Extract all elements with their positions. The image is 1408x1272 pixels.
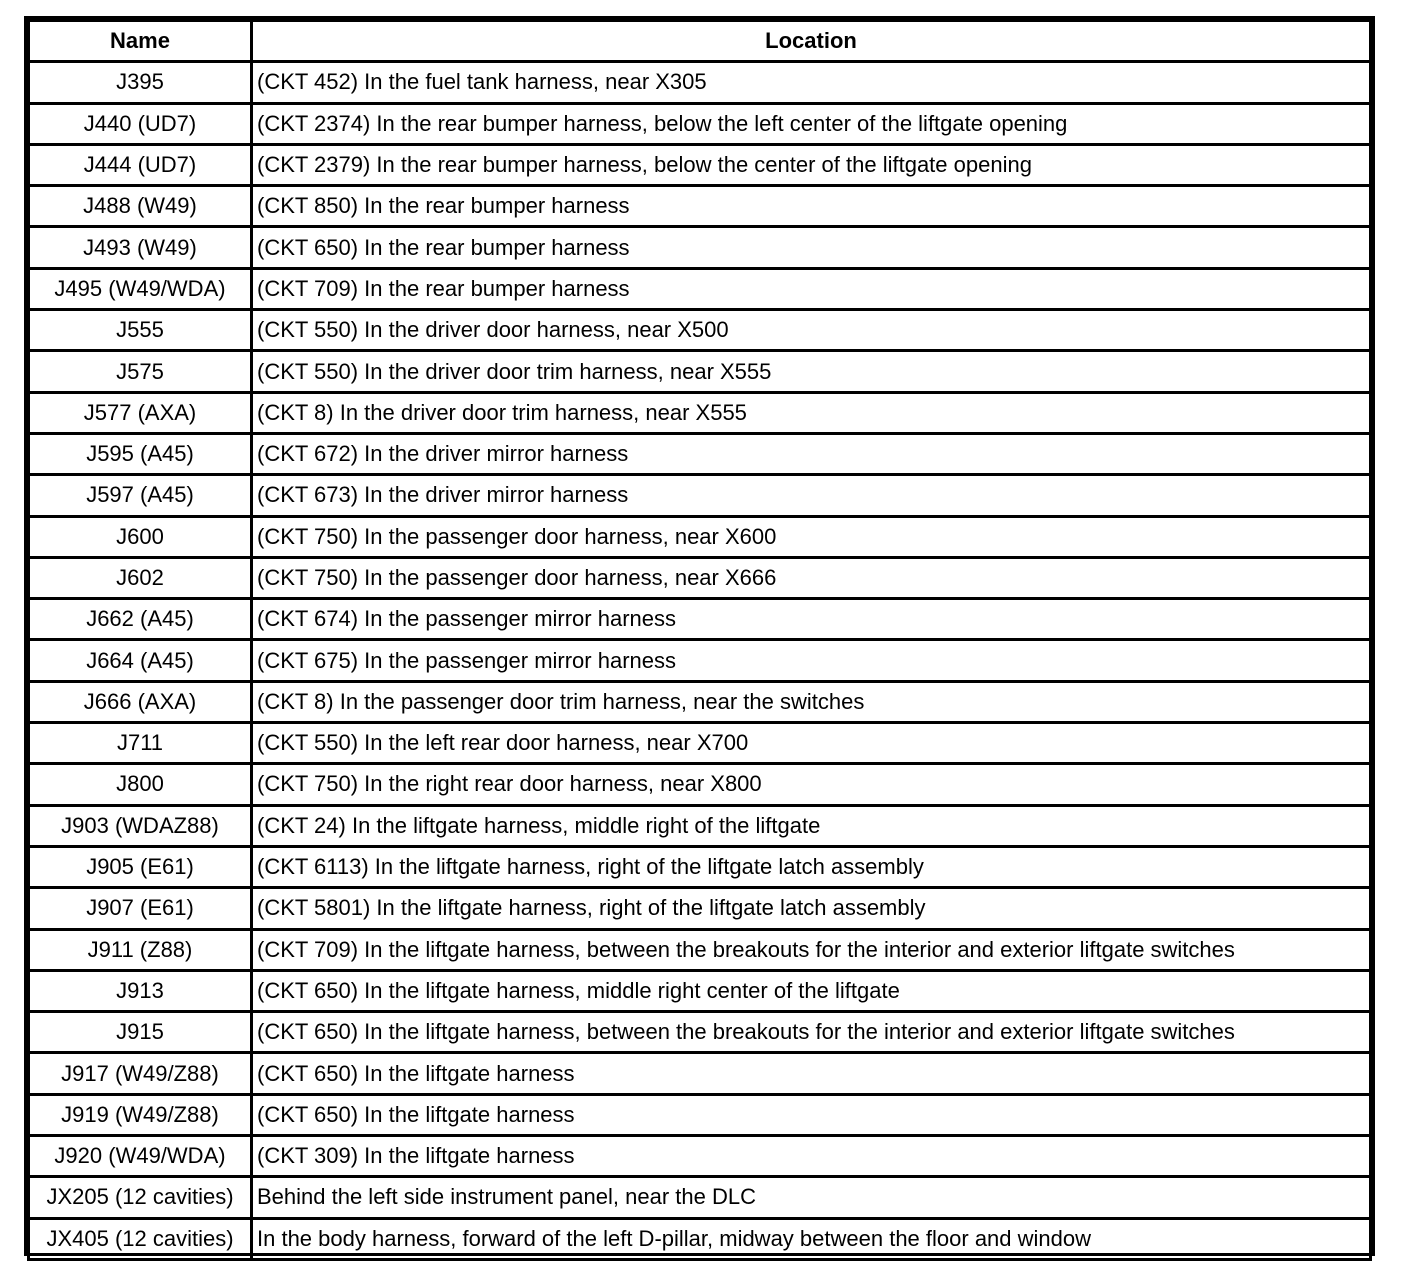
table-row bbox=[29, 929, 1371, 970]
splice-location-cell: (CKT 2374) In the rear bumper harness, below the left center of the liftgate opening bbox=[252, 103, 1371, 144]
table-row bbox=[29, 557, 1371, 598]
splice-name-cell: J555 bbox=[29, 310, 252, 351]
table-row bbox=[29, 475, 1371, 516]
table-row bbox=[29, 640, 1371, 681]
splice-name-cell: JX205 (12 cavities) bbox=[29, 1177, 252, 1218]
table-body bbox=[29, 62, 1371, 1260]
splice-name-cell: J602 bbox=[29, 557, 252, 598]
table-row bbox=[29, 1136, 1371, 1177]
table-row bbox=[29, 1012, 1371, 1053]
splice-location-cell: (CKT 2379) In the rear bumper harness, below the center of the liftgate opening bbox=[252, 144, 1371, 185]
table-row bbox=[29, 186, 1371, 227]
splice-location-cell: (CKT 672) In the driver mirror harness bbox=[252, 433, 1371, 474]
splice-location-cell: (CKT 5801) In the liftgate harness, right of the liftgate latch assembly bbox=[252, 888, 1371, 929]
splice-name-cell: J440 (UD7) bbox=[29, 103, 252, 144]
splice-location-cell: (CKT 8) In the driver door trim harness, near X555 bbox=[252, 392, 1371, 433]
splice-table bbox=[27, 19, 1372, 1261]
splice-location-cell: In the body harness, forward of the left D-pillar, midway between the floor and window bbox=[252, 1218, 1371, 1259]
splice-location-cell: (CKT 675) In the passenger mirror harness bbox=[252, 640, 1371, 681]
table-row bbox=[29, 392, 1371, 433]
splice-location-cell: (CKT 750) In the right rear door harness, near X800 bbox=[252, 764, 1371, 805]
splice-name-cell: J711 bbox=[29, 723, 252, 764]
splice-name-cell: JX405 (12 cavities) bbox=[29, 1218, 252, 1259]
table-row bbox=[29, 351, 1371, 392]
table-row bbox=[29, 764, 1371, 805]
splice-name-cell: J595 (A45) bbox=[29, 433, 252, 474]
table-row bbox=[29, 805, 1371, 846]
splice-location-cell: (CKT 750) In the passenger door harness, near X666 bbox=[252, 557, 1371, 598]
splice-location-cell: (CKT 750) In the passenger door harness, near X600 bbox=[252, 516, 1371, 557]
splice-name-cell: J575 bbox=[29, 351, 252, 392]
splice-location-cell: (CKT 850) In the rear bumper harness bbox=[252, 186, 1371, 227]
header-row bbox=[29, 21, 1371, 62]
table-row bbox=[29, 888, 1371, 929]
splice-location-cell: (CKT 674) In the passenger mirror harness bbox=[252, 599, 1371, 640]
table-row bbox=[29, 433, 1371, 474]
table-row bbox=[29, 310, 1371, 351]
splice-location-cell: (CKT 650) In the liftgate harness bbox=[252, 1094, 1371, 1135]
table-row bbox=[29, 144, 1371, 185]
table-row bbox=[29, 1094, 1371, 1135]
splice-location-cell: (CKT 550) In the left rear door harness, near X700 bbox=[252, 723, 1371, 764]
splice-name-cell: J920 (W49/WDA) bbox=[29, 1136, 252, 1177]
table-row bbox=[29, 1218, 1371, 1259]
splice-location-cell: (CKT 8) In the passenger door trim harness, near the switches bbox=[252, 681, 1371, 722]
table-row bbox=[29, 599, 1371, 640]
splice-location-cell: (CKT 673) In the driver mirror harness bbox=[252, 475, 1371, 516]
splice-name-cell: J666 (AXA) bbox=[29, 681, 252, 722]
splice-name-cell: J915 bbox=[29, 1012, 252, 1053]
splice-name-cell: J662 (A45) bbox=[29, 599, 252, 640]
splice-location-cell: (CKT 650) In the liftgate harness, between the breakouts for the interior and exterior liftgate switches bbox=[252, 1012, 1371, 1053]
table-row bbox=[29, 62, 1371, 103]
splice-location-cell: (CKT 24) In the liftgate harness, middle right of the liftgate bbox=[252, 805, 1371, 846]
table-row bbox=[29, 516, 1371, 557]
splice-name-cell: J919 (W49/Z88) bbox=[29, 1094, 252, 1135]
splice-location-cell: (CKT 709) In the liftgate harness, between the breakouts for the interior and exterior liftgate switches bbox=[252, 929, 1371, 970]
splice-name-cell: J800 bbox=[29, 764, 252, 805]
splice-name-cell: J600 bbox=[29, 516, 252, 557]
splice-name-cell: J577 (AXA) bbox=[29, 392, 252, 433]
table-row bbox=[29, 681, 1371, 722]
splice-location-cell: (CKT 550) In the driver door trim harness, near X555 bbox=[252, 351, 1371, 392]
splice-name-cell: J597 (A45) bbox=[29, 475, 252, 516]
splice-name-cell: J911 (Z88) bbox=[29, 929, 252, 970]
table-row bbox=[29, 846, 1371, 887]
splice-name-cell: J444 (UD7) bbox=[29, 144, 252, 185]
splice-name-cell: J905 (E61) bbox=[29, 846, 252, 887]
splice-name-cell: J395 bbox=[29, 62, 252, 103]
table-row bbox=[29, 970, 1371, 1011]
table-row bbox=[29, 103, 1371, 144]
table-row bbox=[29, 1053, 1371, 1094]
splice-name-cell: J664 (A45) bbox=[29, 640, 252, 681]
splice-location-cell: (CKT 650) In the rear bumper harness bbox=[252, 227, 1371, 268]
splice-location-cell: (CKT 6113) In the liftgate harness, right of the liftgate latch assembly bbox=[252, 846, 1371, 887]
splice-name-cell: J495 (W49/WDA) bbox=[29, 268, 252, 309]
splice-location-cell: (CKT 650) In the liftgate harness bbox=[252, 1053, 1371, 1094]
splice-name-cell: J917 (W49/Z88) bbox=[29, 1053, 252, 1094]
table-row bbox=[29, 723, 1371, 764]
splice-location-cell: (CKT 452) In the fuel tank harness, near X305 bbox=[252, 62, 1371, 103]
splice-name-cell: J493 (W49) bbox=[29, 227, 252, 268]
splice-name-cell: J488 (W49) bbox=[29, 186, 252, 227]
splice-location-table bbox=[24, 16, 1375, 1256]
splice-location-cell: (CKT 309) In the liftgate harness bbox=[252, 1136, 1371, 1177]
table-row bbox=[29, 1177, 1371, 1218]
table-row bbox=[29, 227, 1371, 268]
splice-location-cell: (CKT 709) In the rear bumper harness bbox=[252, 268, 1371, 309]
table-row bbox=[29, 268, 1371, 309]
location-column-header: Location bbox=[252, 21, 1371, 62]
splice-location-cell: Behind the left side instrument panel, near the DLC bbox=[252, 1177, 1371, 1218]
name-column-header: Name bbox=[29, 21, 252, 62]
splice-name-cell: J913 bbox=[29, 970, 252, 1011]
splice-name-cell: J907 (E61) bbox=[29, 888, 252, 929]
splice-location-cell: (CKT 650) In the liftgate harness, middle right center of the liftgate bbox=[252, 970, 1371, 1011]
splice-name-cell: J903 (WDAZ88) bbox=[29, 805, 252, 846]
splice-location-cell: (CKT 550) In the driver door harness, near X500 bbox=[252, 310, 1371, 351]
